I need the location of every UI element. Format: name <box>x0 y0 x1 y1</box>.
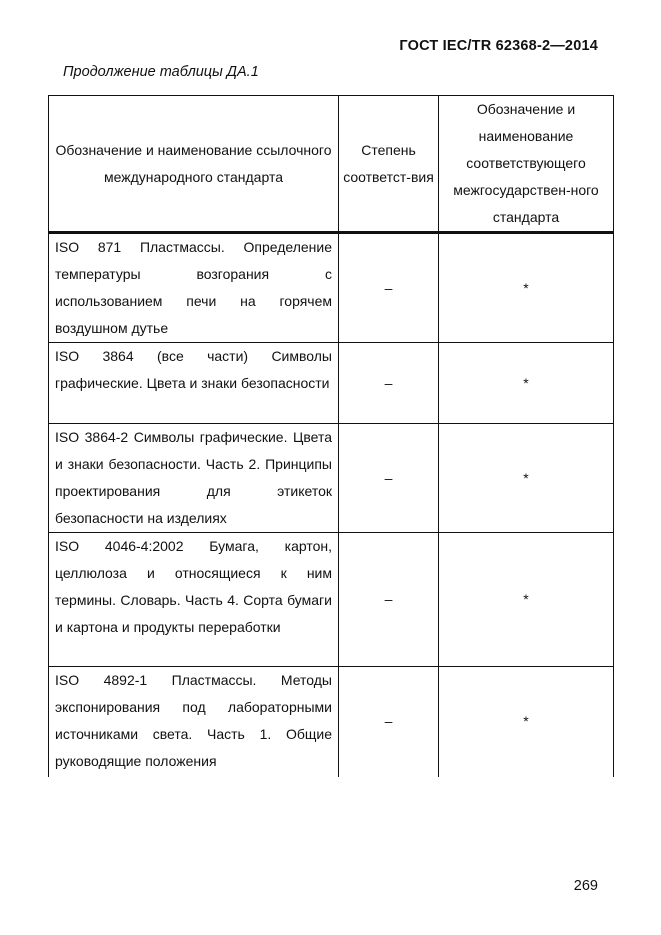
column-header-label: Обозначение и наименование соответствующего межгосударствен-ного стандарта <box>453 101 599 225</box>
equivalent-cell: * <box>439 424 614 533</box>
column-header-label: Степень соответст-вия <box>343 141 434 185</box>
degree-cell: – <box>339 424 439 533</box>
standard-name-cell <box>49 667 339 777</box>
table-row <box>49 533 614 667</box>
table-row <box>49 424 614 533</box>
column-header-interstate-standard <box>439 96 614 233</box>
column-header-international-standard <box>49 96 339 233</box>
document-header: ГОСТ IEC/TR 62368-2—2014 <box>399 38 598 54</box>
table-row <box>49 343 614 424</box>
standard-name: ISO 4892-1 Пластмассы. Методы экспонирования под лабораторными источниками света. Часть 1. Общие руководящие положения <box>55 672 332 769</box>
equivalent-cell: * <box>439 667 614 777</box>
table-row <box>49 667 614 777</box>
standard-name: ISO 4046-4:2002 Бумага, картон, целлюлоза и относящиеся к ним термины. Словарь. Часть 4. Сорта бумаги и картона и продукты переработки <box>55 538 332 635</box>
table-caption: Продолжение таблицы ДА.1 <box>63 64 259 80</box>
equivalent-cell: * <box>439 533 614 667</box>
equivalent-cell: * <box>439 343 614 424</box>
table-header-row <box>49 96 614 233</box>
standard-name: ISO 3864-2 Символы графические. Цвета и знаки безопасности. Часть 2. Принципы проектирования для этикеток безопасности на изделиях <box>55 429 332 526</box>
degree-cell: – <box>339 343 439 424</box>
reference-standards-table <box>48 95 613 777</box>
standard-name-cell <box>49 343 339 424</box>
standard-name: ISO 871 Пластмассы. Определение температуры возгорания с использованием печи на горячем воздушном дутье <box>55 239 332 336</box>
equivalent-cell: * <box>439 233 614 343</box>
degree-cell: – <box>339 533 439 667</box>
standard-name-cell <box>49 233 339 343</box>
column-header-label: Обозначение и наименование ссылочного международного стандарта <box>55 141 332 185</box>
degree-cell: – <box>339 667 439 777</box>
standards-table <box>48 95 614 777</box>
standard-name-cell <box>49 533 339 667</box>
column-header-degree <box>339 96 439 233</box>
degree-cell: – <box>339 233 439 343</box>
table-row <box>49 233 614 343</box>
page-number: 269 <box>573 878 598 894</box>
standard-name: ISO 3864 (все части) Символы графические. Цвета и знаки безопасности <box>55 348 332 391</box>
standard-name-cell <box>49 424 339 533</box>
